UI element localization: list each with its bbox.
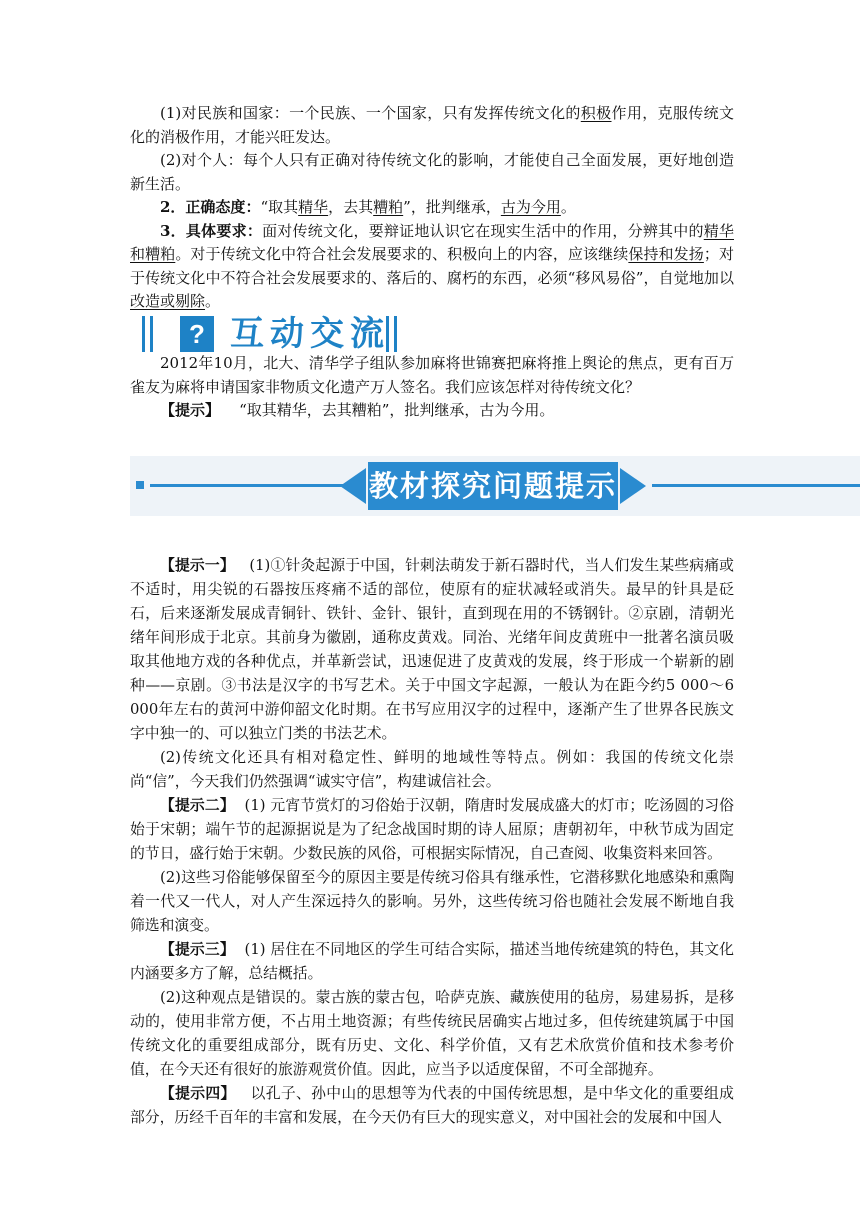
banner-title: 教材探究问题提示 — [368, 462, 618, 510]
right-bars-decoration — [386, 316, 397, 352]
banner-line-right — [652, 484, 860, 487]
arrow-left-icon — [340, 468, 366, 504]
hints-section — [130, 554, 734, 1130]
hint-three-a: 【提示三】 (1) 居住在不同地区的学生可结合实际，描述当地传统建筑的特色，其文化内涵要多方了解，总结概括。 — [130, 941, 734, 982]
interact-section — [130, 352, 734, 423]
paragraph-individual: (2)对个人：每个人只有正确对待传统文化的影响，才能使自己全面发展，更好地创造新生活。 — [130, 151, 734, 193]
interact-header — [142, 312, 412, 356]
top-section — [130, 102, 734, 314]
hint-two-a: 【提示二】 (1) 元宵节赏灯的习俗始于汉朝，隋唐时发展成盛大的灯市；吃汤圆的习俗始于宋朝；端午节的起源据说是为了纪念战国时期的诗人屈原；唐朝初年，中秋节成为固定的节日，盛行始于宋朝。少数民族的风俗，可根据实际情况，自己查阅、收集资料来回答。 — [130, 797, 734, 862]
interact-title: 互动交流 — [230, 314, 390, 354]
paragraph-correct-attitude: 2．正确态度：“取其精华，去其糟粕”，批判继承，古为今用。 — [160, 198, 576, 216]
paragraph-requirements: 3．具体要求：面对传统文化，要辩证地认识它在现实生活中的作用，分辨其中的精华和糟粕。对于传统文化中符合社会发展要求的、积极向上的内容，应该继续保持和发扬；对于传统文化中不符合社会发展要求的、落后的、腐朽的东西，必须“移风易俗”，自觉地加以改造或剔除。 — [130, 221, 734, 310]
interact-question: 2012年10月，北大、清华学子组队参加麻将世锦赛把麻将推上舆论的焦点，更有百万雀友为麻将申请国家非物质文化遗产万人签名。我们应该怎样对待传统文化？ — [130, 354, 734, 396]
question-mark-icon: ? — [180, 316, 214, 352]
interact-hint: 【提示】 “取其精华，去其糟粕”，批判继承，古为今用。 — [160, 401, 555, 419]
paragraph-nation: (1)对民族和国家：一个民族、一个国家，只有发挥传统文化的积极作用，克服传统文化的消极作用，才能兴旺发达。 — [130, 104, 734, 146]
hint-four-a: 【提示四】 以孔子、孙中山的思想等为代表的中国传统思想，是中华文化的重要组成部分，历经千百年的丰富和发展，在今天仍有巨大的现实意义，对中国社会的发展和中国人 — [130, 1085, 734, 1126]
left-bars-decoration — [142, 316, 153, 352]
hint-one-b: (2)传统文化还具有相对稳定性、鲜明的地域性等特点。例如：我国的传统文化崇尚“信”，今天我们仍然强调“诚实守信”，构建诚信社会。 — [130, 749, 734, 790]
banner-line-left — [150, 484, 346, 487]
banner-dot-left — [136, 481, 144, 489]
hint-two-b: (2)这些习俗能够保留至今的原因主要是传统习俗具有继承性，它潜移默化地感染和熏陶着一代又一代人，对人产生深远持久的影响。另外，这些传统习俗也随社会发展不断地自我筛选和演变。 — [130, 869, 734, 934]
hint-one-a: 【提示一】 (1)①针灸起源于中国，针刺法萌发于新石器时代，当人们发生某些病痛或不适时，用尖锐的石器按压疼痛不适的部位，使原有的症状减轻或消失。最早的针具是砭石，后来逐渐发展成青铜针、铁针、金针、银针，直到现在用的不锈钢针。②京剧，清朝光绪年间形成于北京。其前身为徽剧，通称皮黄戏。同治、光绪年间皮黄班中一批著名演员吸取其他地方戏的各种优点，并革新尝试，迅速促进了皮黄戏的发展，终于形成一个崭新的剧种——京剧。③书法是汉字的书写艺术。关于中国文字起源，一般认为在距今约5 000～6 000年左右的黄河中游仰韶文化时期。在书写应用汉字的过程中，逐渐产生了世界各民族文字中独一的、可以独立门类的书法艺术。 — [130, 557, 734, 742]
section-banner — [130, 456, 860, 516]
hint-three-b: (2)这种观点是错误的。蒙古族的蒙古包，哈萨克族、藏族使用的毡房，易建易拆，是移动的，使用非常方便，不占用土地资源；有些传统民居确实占地过多，但传统建筑属于中国传统文化的重要组成部分，既有历史、文化、科学价值，又有艺术欣赏价值和技术参考价值，在今天还有很好的旅游观赏价值。因此，应当予以适度保留，不可全部抛弃。 — [130, 989, 734, 1078]
arrow-right-icon — [620, 468, 646, 504]
